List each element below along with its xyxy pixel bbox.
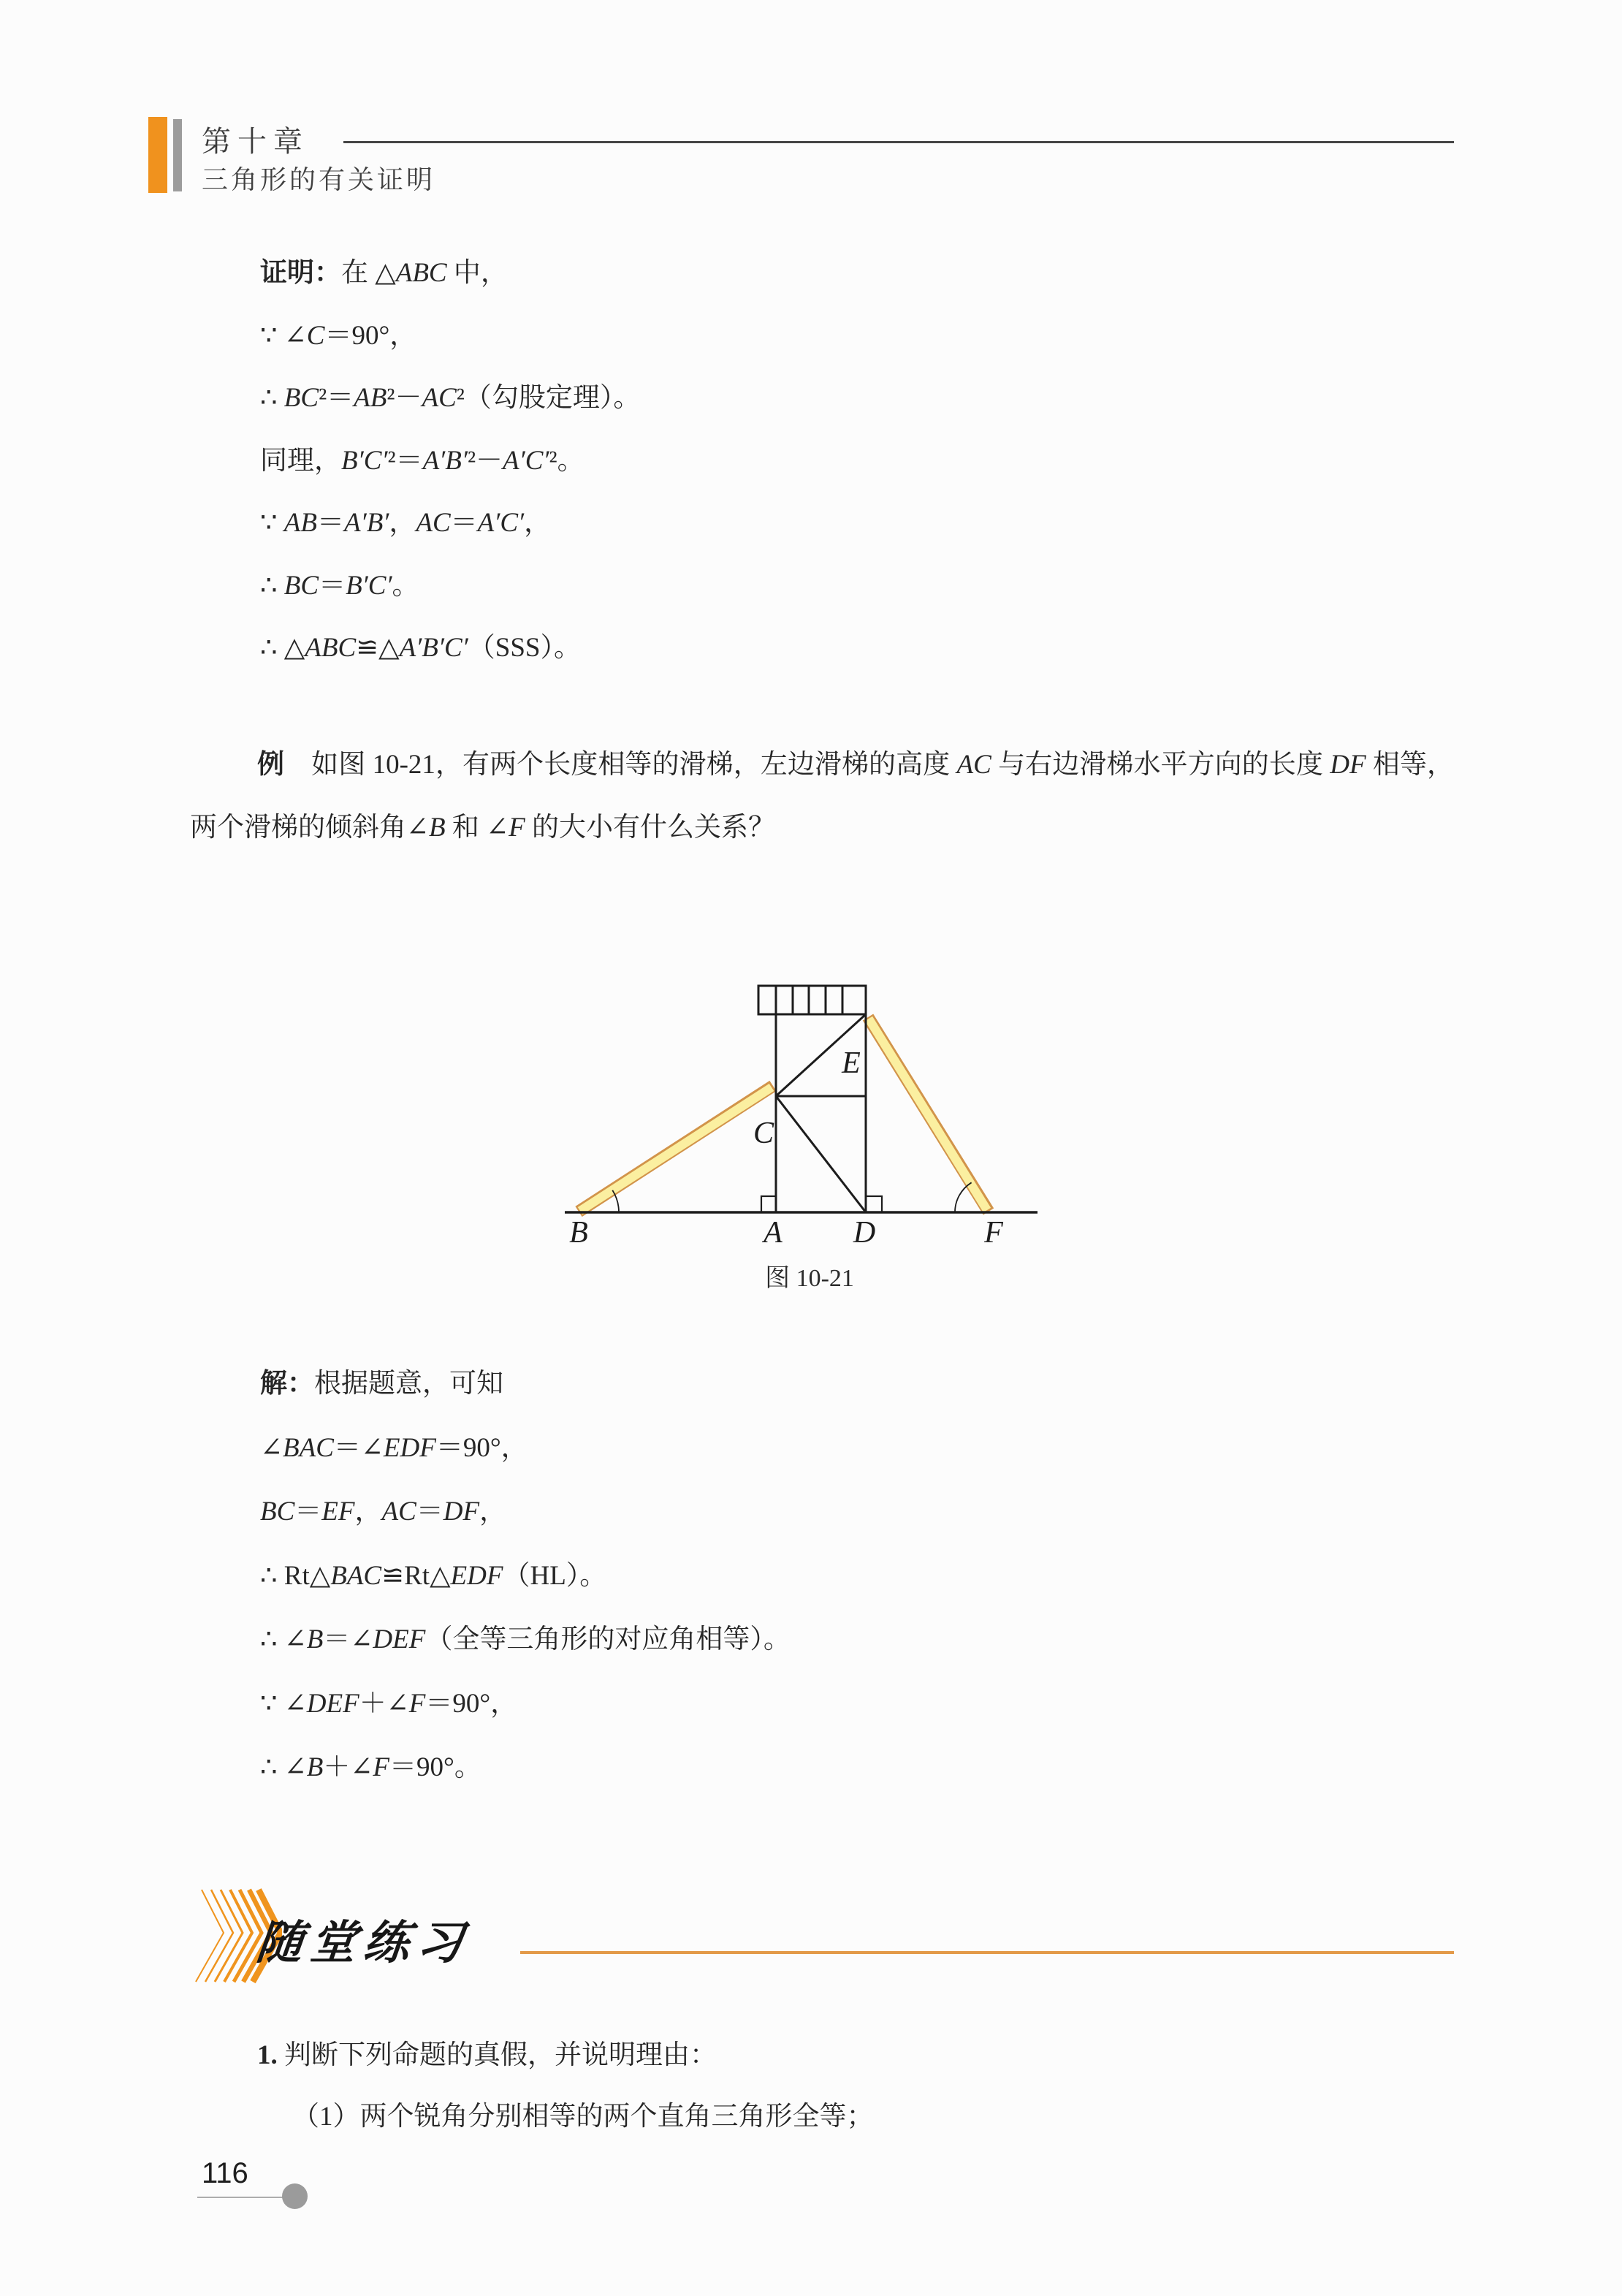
solution-line: ∵ ∠DEF＋∠F＝90°， [260,1688,518,1719]
chapter-marker-bar-orange [148,117,167,193]
solution-line: 解：根据题意，可知 [260,1369,503,1399]
figure-label-b: B [569,1216,588,1250]
figure-label-e: E [842,1046,861,1080]
chapter-marker-bar-gray [173,119,182,191]
chapter-label: 第十章 [202,126,309,158]
practice-question-1: 1. 判断下列命题的真假，并说明理由： [257,2040,717,2070]
chapter-title: 三角形的有关证明 [202,164,436,194]
proof-line: ∴ BC＝B′C′。 [260,570,419,601]
slide-left [579,1086,773,1212]
figure-label-c: C [753,1117,774,1150]
figure-10-21 [541,972,1081,1297]
solution-line: ∴ Rt△BAC≌Rt△EDF（HL）。 [260,1560,607,1591]
proof-line: 证明：在 △ABC 中， [260,258,508,288]
figure-label-d: D [853,1216,876,1250]
solution-block [260,1352,791,1800]
header-rule [343,141,1454,143]
solution-line: BC＝EF，AC＝DF， [260,1497,507,1527]
practice-question-1-item-1: （1）两个锐角分别相等的两个直角三角形全等； [292,2102,874,2132]
proof-line: ∴ BC²＝AB²－AC²（勾股定理）。 [260,383,641,413]
proof-line: ∵ ∠C＝90°， [260,320,417,351]
figure-label-a: A [764,1216,783,1250]
segment-cd [776,1096,866,1212]
figure-caption: 图 10-21 [765,1265,854,1292]
figure-label-f: F [984,1216,1003,1250]
right-angle-marker-a [761,1196,776,1212]
footer-dot [282,2183,308,2209]
footer-line [197,2197,289,2198]
proof-line: ∴ △ABC≌△A′B′C′（SSS）。 [260,633,582,663]
practice-heading-rule [520,1951,1454,1954]
proof-line: ∵ AB＝A′B′，AC＝A′C′， [260,508,552,538]
solution-line: ∴ ∠B＋∠F＝90°。 [260,1752,481,1782]
right-angle-marker-d [866,1196,882,1212]
solution-line: ∠BAC＝∠EDF＝90°， [260,1432,528,1463]
practice-section-heading: 随堂练习 [254,1917,473,1969]
page-number: 116 [202,2157,248,2189]
platform [758,986,866,1014]
proof-line: 同理，B′C′²＝A′B′²－A′C′²。 [260,445,585,476]
proof-block [260,242,640,680]
example-paragraph: 例 如图 10-21，有两个长度相等的滑梯，左边滑梯的高度 AC 与右边滑梯水平方向的长度 DF 相等，两个滑梯的倾斜角∠B 和 ∠F 的大小有什么关系？ [190,750,1455,843]
solution-line: ∴ ∠B＝∠DEF（全等三角形的对应角相等）。 [260,1624,791,1654]
